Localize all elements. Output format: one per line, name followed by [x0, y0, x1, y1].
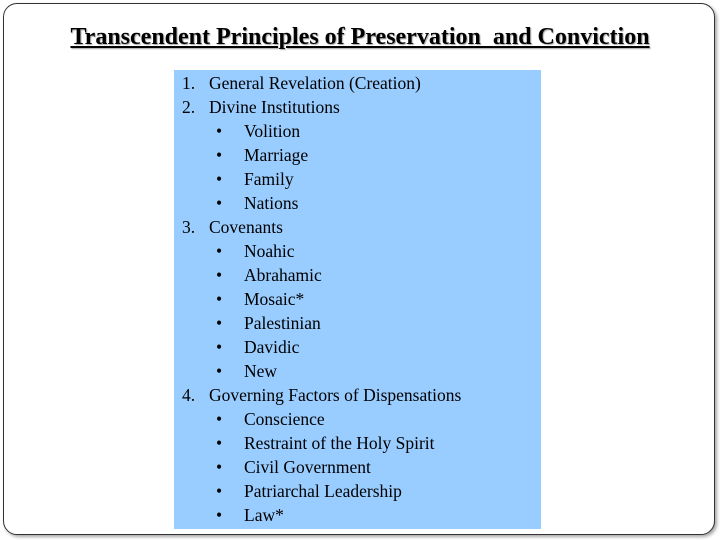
- outline-subitem: [174, 263, 541, 287]
- content-panel: [174, 70, 541, 529]
- item-label: Covenants: [209, 217, 283, 237]
- subitem-label: Mosaic*: [244, 289, 305, 309]
- outline-item: [174, 215, 541, 239]
- subitem-label: Restraint of the Holy Spirit: [244, 433, 435, 453]
- bullet-icon: •: [216, 433, 223, 453]
- outline-subitem: [174, 167, 541, 191]
- outline-item: [174, 95, 541, 119]
- item-label: Divine Institutions: [209, 97, 340, 117]
- outline-subitem: [174, 431, 541, 455]
- bullet-icon: •: [216, 337, 223, 357]
- item-number: 2.: [182, 97, 196, 117]
- subitem-label: Abrahamic: [244, 265, 322, 285]
- subitem-label: Patriarchal Leadership: [244, 481, 402, 501]
- item-number: 4.: [182, 385, 196, 405]
- outline-subitem: [174, 311, 541, 335]
- bullet-icon: •: [216, 313, 223, 333]
- outline-list: [174, 70, 541, 527]
- outline-subitem: [174, 287, 541, 311]
- bullet-icon: •: [216, 361, 223, 381]
- bullet-icon: •: [216, 409, 223, 429]
- subitem-label: Marriage: [244, 145, 309, 165]
- item-label: General Revelation (Creation): [209, 73, 421, 93]
- subitem-label: Davidic: [244, 337, 300, 357]
- item-number: 1.: [182, 73, 196, 93]
- slide-title: Transcendent Principles of Preservation and Conviction: [70, 24, 650, 50]
- outline-subitem: [174, 359, 541, 383]
- bullet-icon: •: [216, 241, 223, 261]
- outline-subitem: [174, 143, 541, 167]
- outline-item: [174, 383, 541, 407]
- bullet-icon: •: [216, 481, 223, 501]
- outline-subitem: [174, 407, 541, 431]
- outline-subitem: [174, 239, 541, 263]
- subitem-label: Noahic: [244, 241, 295, 261]
- outline-subitem: [174, 191, 541, 215]
- outline-subitem: [174, 335, 541, 359]
- subitem-label: Palestinian: [244, 313, 321, 333]
- outline-subitem: [174, 119, 541, 143]
- subitem-label: Conscience: [244, 409, 325, 429]
- outline-subitem: [174, 503, 541, 527]
- outline-subitem: [174, 455, 541, 479]
- subitem-label: Civil Government: [244, 457, 371, 477]
- outline-item: [174, 71, 541, 95]
- subitem-label: Nations: [244, 193, 299, 213]
- bullet-icon: •: [216, 505, 223, 525]
- bullet-icon: •: [216, 169, 223, 189]
- bullet-icon: •: [216, 457, 223, 477]
- subitem-label: Law*: [244, 505, 284, 525]
- bullet-icon: •: [216, 193, 223, 213]
- subitem-label: Family: [244, 169, 294, 189]
- bullet-icon: •: [216, 121, 223, 141]
- subitem-label: Volition: [244, 121, 301, 141]
- item-label: Governing Factors of Dispensations: [209, 385, 462, 405]
- subitem-label: New: [244, 361, 278, 381]
- bullet-icon: •: [216, 145, 223, 165]
- item-number: 3.: [182, 217, 196, 237]
- bullet-icon: •: [216, 265, 223, 285]
- bullet-icon: •: [216, 289, 223, 309]
- outline-subitem: [174, 479, 541, 503]
